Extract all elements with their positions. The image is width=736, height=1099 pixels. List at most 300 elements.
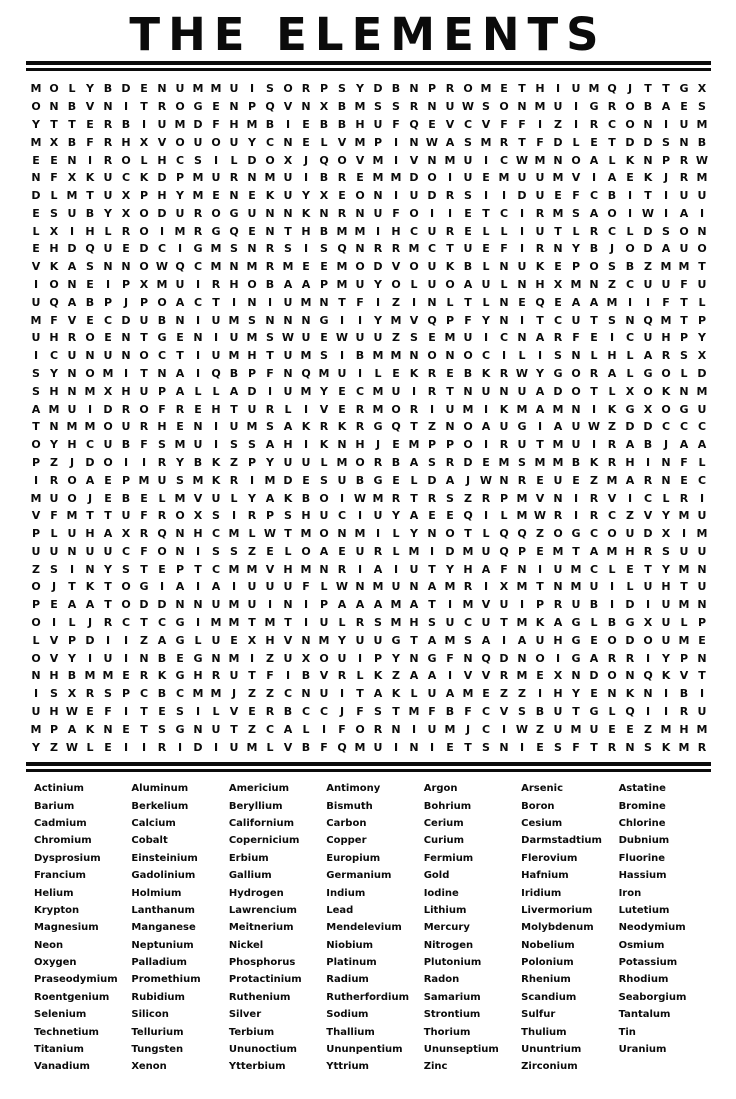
grid-letter: Y bbox=[248, 135, 256, 149]
grid-letter: V bbox=[481, 598, 491, 612]
grid-letter: I bbox=[699, 206, 705, 220]
grid-letter: H bbox=[553, 687, 563, 701]
grid-letter: E bbox=[356, 171, 364, 185]
grid-letter: F bbox=[572, 740, 580, 754]
grid-letter: Z bbox=[50, 740, 58, 754]
word-list-item: Ruthenium bbox=[228, 991, 291, 1003]
grid-row bbox=[27, 507, 711, 525]
grid-letter: E bbox=[338, 189, 346, 203]
grid-letter: M bbox=[354, 527, 366, 541]
grid-letter: N bbox=[643, 687, 653, 701]
grid-letter: B bbox=[283, 705, 293, 719]
grid-letter: D bbox=[697, 367, 707, 381]
grid-letter: O bbox=[31, 616, 41, 630]
grid-letter: E bbox=[86, 705, 94, 719]
grid-letter: I bbox=[339, 491, 345, 505]
grid-letter: K bbox=[661, 669, 671, 683]
grid-row bbox=[27, 151, 711, 169]
grid-letter: R bbox=[697, 740, 707, 754]
word-list-item: Americium bbox=[228, 783, 290, 795]
grid-letter: J bbox=[375, 438, 381, 452]
grid-letter: I bbox=[357, 562, 363, 576]
grid-row bbox=[27, 240, 711, 258]
grid-letter: N bbox=[319, 562, 329, 576]
grid-letter: T bbox=[32, 420, 40, 434]
word-list-item: Calcium bbox=[131, 817, 176, 829]
grid-letter: N bbox=[427, 295, 437, 309]
grid-letter: U bbox=[517, 384, 527, 398]
grid-letter: U bbox=[463, 171, 473, 185]
grid-letter: B bbox=[85, 295, 95, 309]
grid-letter: U bbox=[355, 331, 365, 345]
grid-letter: H bbox=[409, 616, 419, 630]
word-list-item: Neptunium bbox=[131, 939, 194, 951]
word-list-item: Indium bbox=[326, 887, 366, 899]
grid-letter: P bbox=[445, 313, 455, 327]
grid-letter: O bbox=[247, 278, 257, 292]
grid-letter: J bbox=[87, 491, 93, 505]
grid-letter: A bbox=[337, 598, 347, 612]
grid-letter: I bbox=[249, 82, 255, 96]
grid-letter: A bbox=[427, 580, 437, 594]
grid-row bbox=[27, 471, 711, 489]
grid-letter: N bbox=[355, 242, 365, 256]
grid-letter: A bbox=[535, 402, 545, 416]
grid-letter: G bbox=[571, 651, 581, 665]
grid-letter: U bbox=[67, 206, 77, 220]
grid-letter: T bbox=[248, 669, 256, 683]
grid-letter: B bbox=[301, 669, 311, 683]
grid-letter: I bbox=[177, 740, 183, 754]
grid-letter: E bbox=[482, 687, 490, 701]
grid-letter: Z bbox=[50, 455, 58, 469]
grid-letter: I bbox=[141, 740, 147, 754]
grid-letter: X bbox=[121, 206, 131, 220]
grid-letter: R bbox=[481, 491, 491, 505]
grid-letter: U bbox=[211, 633, 221, 647]
grid-letter: E bbox=[428, 509, 436, 523]
grid-letter: S bbox=[248, 438, 256, 452]
grid-letter: N bbox=[193, 722, 203, 736]
grid-letter: I bbox=[285, 117, 291, 131]
word-list-item: Plutonium bbox=[423, 957, 482, 969]
grid-letter: Y bbox=[50, 438, 58, 452]
grid-letter: A bbox=[661, 242, 671, 256]
grid-letter: G bbox=[211, 224, 221, 238]
grid-letter: W bbox=[335, 580, 349, 594]
grid-letter: N bbox=[337, 438, 347, 452]
grid-letter: P bbox=[31, 455, 41, 469]
grid-letter: A bbox=[535, 331, 545, 345]
grid-row bbox=[27, 133, 711, 151]
grid-letter: H bbox=[67, 438, 77, 452]
grid-letter: K bbox=[211, 455, 221, 469]
grid-letter: A bbox=[355, 598, 365, 612]
grid-letter: E bbox=[32, 206, 40, 220]
grid-letter: W bbox=[515, 722, 529, 736]
grid-letter: T bbox=[536, 438, 544, 452]
grid-letter: B bbox=[607, 616, 617, 630]
grid-letter: L bbox=[32, 224, 40, 238]
grid-letter: O bbox=[31, 100, 41, 114]
grid-letter: V bbox=[49, 633, 59, 647]
grid-letter: C bbox=[283, 687, 293, 701]
grid-letter: A bbox=[211, 580, 221, 594]
grid-letter: D bbox=[247, 384, 257, 398]
grid-letter: N bbox=[121, 260, 131, 274]
grid-letter: P bbox=[535, 598, 545, 612]
grid-letter: B bbox=[355, 349, 365, 363]
grid-letter: Y bbox=[248, 491, 256, 505]
word-list-item: Lawrencium bbox=[228, 904, 297, 916]
grid-letter: L bbox=[68, 616, 76, 630]
grid-letter: Y bbox=[410, 527, 418, 541]
grid-letter: M bbox=[570, 722, 582, 736]
letter-grid bbox=[27, 80, 711, 756]
grid-letter: L bbox=[194, 633, 202, 647]
grid-letter: D bbox=[643, 242, 653, 256]
grid-letter: U bbox=[517, 171, 527, 185]
grid-letter: E bbox=[248, 189, 256, 203]
grid-row bbox=[27, 116, 711, 134]
grid-letter: A bbox=[625, 438, 635, 452]
grid-letter: A bbox=[157, 633, 167, 647]
grid-letter: E bbox=[554, 260, 562, 274]
grid-letter: U bbox=[481, 278, 491, 292]
grid-letter: P bbox=[175, 171, 185, 185]
grid-letter: O bbox=[463, 438, 473, 452]
grid-letter: Q bbox=[175, 260, 185, 274]
grid-letter: O bbox=[175, 100, 185, 114]
grid-letter: K bbox=[301, 206, 311, 220]
grid-letter: A bbox=[445, 687, 455, 701]
grid-letter: U bbox=[535, 171, 545, 185]
grid-letter: M bbox=[336, 278, 348, 292]
grid-letter: O bbox=[661, 402, 671, 416]
grid-letter: E bbox=[536, 473, 544, 487]
grid-letter: G bbox=[643, 367, 653, 381]
word-list-item: Holmium bbox=[131, 887, 182, 899]
word-list-item: Rubidium bbox=[131, 991, 185, 1003]
grid-letter: U bbox=[697, 189, 707, 203]
grid-letter: C bbox=[121, 171, 131, 185]
grid-letter: M bbox=[444, 331, 456, 345]
word-list-item: Niobium bbox=[326, 939, 374, 951]
grid-letter: B bbox=[319, 224, 329, 238]
grid-letter: N bbox=[319, 206, 329, 220]
grid-letter: M bbox=[516, 491, 528, 505]
grid-letter: T bbox=[590, 740, 598, 754]
grid-letter: E bbox=[212, 189, 220, 203]
word-list-item: Helium bbox=[34, 887, 74, 899]
grid-letter: M bbox=[516, 580, 528, 594]
grid-letter: M bbox=[534, 455, 546, 469]
grid-letter: M bbox=[246, 117, 258, 131]
grid-letter: F bbox=[140, 509, 148, 523]
grid-letter: T bbox=[464, 740, 472, 754]
grid-letter: Y bbox=[50, 367, 58, 381]
grid-letter: I bbox=[375, 224, 381, 238]
grid-letter: A bbox=[373, 598, 383, 612]
grid-letter: Q bbox=[481, 651, 491, 665]
grid-letter: F bbox=[50, 313, 58, 327]
grid-letter: A bbox=[31, 402, 41, 416]
grid-letter: L bbox=[608, 153, 616, 167]
grid-letter: R bbox=[247, 509, 257, 523]
grid-letter: M bbox=[318, 633, 330, 647]
grid-letter: U bbox=[103, 189, 113, 203]
grid-letter: R bbox=[337, 171, 347, 185]
grid-letter: B bbox=[643, 438, 653, 452]
grid-letter: H bbox=[229, 278, 239, 292]
grid-letter: R bbox=[427, 384, 437, 398]
grid-letter: S bbox=[428, 455, 436, 469]
grid-letter: N bbox=[85, 349, 95, 363]
grid-letter: U bbox=[175, 278, 185, 292]
grid-letter: U bbox=[211, 313, 221, 327]
grid-letter: I bbox=[447, 171, 453, 185]
grid-letter: I bbox=[609, 331, 615, 345]
grid-letter: S bbox=[230, 438, 238, 452]
grid-letter: A bbox=[679, 438, 689, 452]
grid-letter: I bbox=[357, 509, 363, 523]
grid-letter: O bbox=[661, 367, 671, 381]
grid-letter: T bbox=[176, 349, 184, 363]
grid-letter: A bbox=[265, 438, 275, 452]
grid-letter: R bbox=[103, 135, 113, 149]
grid-letter: J bbox=[87, 616, 93, 630]
word-list-item: Selenium bbox=[34, 1009, 87, 1021]
word-list-item: Beryllium bbox=[228, 800, 283, 812]
grid-letter: M bbox=[30, 135, 42, 149]
grid-letter: U bbox=[283, 171, 293, 185]
grid-letter: I bbox=[573, 100, 579, 114]
grid-letter: I bbox=[429, 206, 435, 220]
grid-letter: U bbox=[283, 455, 293, 469]
word-list-item: Barium bbox=[34, 800, 75, 812]
grid-letter: N bbox=[661, 455, 671, 469]
grid-letter: H bbox=[229, 117, 239, 131]
grid-letter: O bbox=[283, 82, 293, 96]
word-list-item: Ununtrium bbox=[521, 1044, 582, 1056]
grid-separator bbox=[26, 762, 711, 772]
grid-letter: R bbox=[445, 455, 455, 469]
grid-letter: I bbox=[627, 189, 633, 203]
word-list-item: Tin bbox=[618, 1026, 636, 1038]
grid-letter: I bbox=[195, 313, 201, 327]
grid-letter: I bbox=[303, 402, 309, 416]
grid-letter: A bbox=[409, 598, 419, 612]
grid-letter: R bbox=[517, 473, 527, 487]
grid-letter: H bbox=[211, 402, 221, 416]
grid-letter: K bbox=[661, 740, 671, 754]
grid-letter: F bbox=[518, 117, 526, 131]
word-list-item: Samarium bbox=[423, 991, 481, 1003]
grid-letter: I bbox=[123, 367, 129, 381]
grid-letter: M bbox=[534, 100, 546, 114]
grid-letter: A bbox=[427, 669, 437, 683]
grid-letter: N bbox=[445, 420, 455, 434]
grid-letter: F bbox=[302, 580, 310, 594]
word-list-item: Europium bbox=[326, 852, 381, 864]
grid-letter: E bbox=[86, 117, 94, 131]
grid-letter: G bbox=[427, 651, 437, 665]
grid-letter: U bbox=[697, 705, 707, 719]
grid-letter: U bbox=[49, 491, 59, 505]
grid-letter: U bbox=[103, 242, 113, 256]
grid-letter: F bbox=[500, 117, 508, 131]
grid-letter: W bbox=[641, 206, 655, 220]
word-list-item: Berkelium bbox=[131, 800, 189, 812]
grid-letter: F bbox=[464, 313, 472, 327]
grid-letter: T bbox=[68, 117, 76, 131]
grid-letter: T bbox=[104, 598, 112, 612]
grid-letter: U bbox=[103, 651, 113, 665]
grid-letter: M bbox=[552, 171, 564, 185]
word-list-item: Polonium bbox=[521, 957, 574, 969]
grid-letter: I bbox=[429, 740, 435, 754]
grid-letter: I bbox=[33, 687, 39, 701]
grid-letter: W bbox=[587, 420, 601, 434]
grid-letter: D bbox=[463, 455, 473, 469]
grid-letter: N bbox=[283, 598, 293, 612]
grid-letter: U bbox=[373, 633, 383, 647]
grid-letter: A bbox=[85, 598, 95, 612]
grid-letter: R bbox=[139, 669, 149, 683]
grid-letter: N bbox=[571, 402, 581, 416]
grid-letter: W bbox=[281, 331, 295, 345]
grid-letter: U bbox=[679, 189, 689, 203]
grid-letter: E bbox=[482, 242, 490, 256]
grid-letter: U bbox=[283, 349, 293, 363]
grid-letter: R bbox=[553, 598, 563, 612]
grid-letter: I bbox=[231, 295, 237, 309]
grid-letter: O bbox=[103, 455, 113, 469]
grid-letter: T bbox=[446, 384, 454, 398]
grid-letter: Y bbox=[392, 651, 400, 665]
word-list-item: Nitrogen bbox=[423, 939, 474, 951]
grid-letter: H bbox=[247, 349, 257, 363]
grid-letter: U bbox=[355, 544, 365, 558]
grid-letter: N bbox=[499, 260, 509, 274]
grid-letter: Q bbox=[319, 153, 329, 167]
grid-letter: L bbox=[212, 384, 220, 398]
grid-letter: M bbox=[336, 224, 348, 238]
grid-letter: C bbox=[139, 687, 149, 701]
grid-letter: M bbox=[228, 313, 240, 327]
grid-letter: N bbox=[355, 580, 365, 594]
grid-letter: U bbox=[247, 402, 257, 416]
grid-letter: E bbox=[104, 491, 112, 505]
grid-letter: U bbox=[85, 544, 95, 558]
grid-letter: S bbox=[212, 544, 220, 558]
grid-letter: W bbox=[695, 153, 709, 167]
grid-letter: B bbox=[121, 491, 131, 505]
grid-letter: T bbox=[284, 224, 292, 238]
grid-letter: A bbox=[283, 420, 293, 434]
grid-letter: O bbox=[85, 367, 95, 381]
grid-letter: N bbox=[679, 384, 689, 398]
grid-letter: G bbox=[373, 473, 383, 487]
grid-letter: O bbox=[49, 82, 59, 96]
grid-letter: G bbox=[319, 313, 329, 327]
grid-letter: I bbox=[267, 384, 273, 398]
grid-letter: S bbox=[266, 82, 274, 96]
grid-letter: U bbox=[571, 420, 581, 434]
grid-letter: R bbox=[265, 260, 275, 274]
word-list-item: Strontium bbox=[423, 1009, 481, 1021]
grid-letter: Y bbox=[104, 206, 112, 220]
grid-letter: H bbox=[463, 562, 473, 576]
grid-letter: F bbox=[572, 331, 580, 345]
grid-letter: B bbox=[121, 117, 131, 131]
grid-letter: G bbox=[553, 367, 563, 381]
grid-letter: V bbox=[283, 740, 293, 754]
grid-letter: M bbox=[696, 117, 708, 131]
grid-letter: B bbox=[229, 367, 239, 381]
grid-letter: C bbox=[463, 117, 473, 131]
grid-letter: M bbox=[84, 420, 96, 434]
word-list-item: Thulium bbox=[521, 1026, 567, 1038]
grid-letter: C bbox=[103, 313, 113, 327]
grid-letter: U bbox=[445, 616, 455, 630]
grid-letter: X bbox=[643, 616, 653, 630]
grid-letter: S bbox=[572, 206, 580, 220]
grid-letter: A bbox=[85, 473, 95, 487]
grid-letter: E bbox=[392, 473, 400, 487]
grid-letter: Z bbox=[608, 420, 616, 434]
grid-letter: A bbox=[607, 367, 617, 381]
grid-letter: I bbox=[159, 224, 165, 238]
grid-letter: G bbox=[175, 616, 185, 630]
grid-letter: O bbox=[355, 722, 365, 736]
grid-letter: I bbox=[195, 580, 201, 594]
grid-letter: T bbox=[140, 562, 148, 576]
grid-letter: R bbox=[625, 651, 635, 665]
grid-letter: B bbox=[391, 455, 401, 469]
grid-letter: I bbox=[123, 633, 129, 647]
grid-letter: I bbox=[159, 580, 165, 594]
grid-row bbox=[27, 418, 711, 436]
grid-letter: O bbox=[571, 384, 581, 398]
grid-letter: U bbox=[139, 313, 149, 327]
grid-letter: A bbox=[175, 384, 185, 398]
grid-letter: S bbox=[428, 616, 436, 630]
grid-letter: G bbox=[571, 527, 581, 541]
grid-letter: U bbox=[535, 633, 545, 647]
grid-letter: H bbox=[121, 384, 131, 398]
grid-letter: I bbox=[303, 438, 309, 452]
grid-letter: D bbox=[445, 544, 455, 558]
grid-letter: I bbox=[519, 224, 525, 238]
grid-letter: L bbox=[482, 224, 490, 238]
grid-letter: O bbox=[175, 135, 185, 149]
grid-letter: E bbox=[446, 509, 454, 523]
grid-letter: K bbox=[85, 580, 95, 594]
grid-letter: H bbox=[85, 224, 95, 238]
word-list-item: Erbium bbox=[228, 852, 269, 864]
grid-letter: I bbox=[591, 402, 597, 416]
grid-letter: R bbox=[535, 206, 545, 220]
grid-letter: E bbox=[248, 705, 256, 719]
grid-letter: N bbox=[697, 651, 707, 665]
grid-letter: A bbox=[175, 580, 185, 594]
grid-letter: N bbox=[499, 295, 509, 309]
grid-letter: M bbox=[408, 438, 420, 452]
grid-letter: A bbox=[535, 384, 545, 398]
grid-letter: E bbox=[320, 331, 328, 345]
word-list-item: Neon bbox=[34, 939, 64, 951]
